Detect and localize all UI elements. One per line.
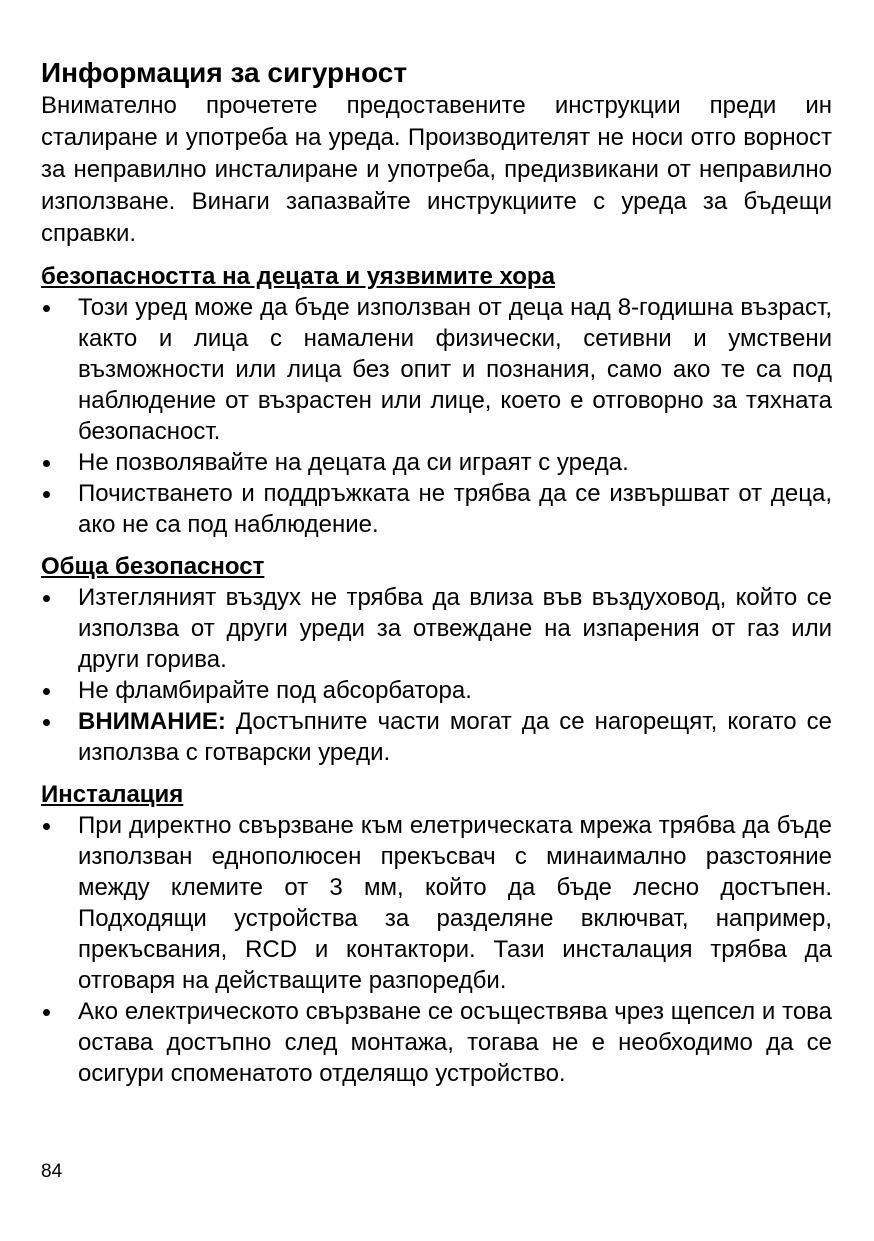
bullet-icon	[43, 491, 50, 498]
warning-text: Достъпните части могат да се нагорещят, когато се използва с готварски уреди.	[78, 708, 833, 766]
list-item	[41, 582, 832, 675]
warning-item	[41, 706, 832, 768]
list-item-text: Не позволявайте на децата да си играят с уреда.	[78, 449, 629, 476]
section-heading-installation: Инсталация	[41, 781, 184, 808]
page-title: Информация за сигурност	[41, 57, 408, 88]
list-item-text: Този уред може да бъде използван от деца над 8-годишна възраст, както и лица с намалени физически, сетивни и умствени възможности или лица без опит и познания, само ако те са под наблюдение от възрастен или лице, което е отговорно за тяхната безопасност.	[78, 294, 832, 445]
bullet-icon	[43, 719, 50, 726]
children-safety-list	[41, 292, 832, 540]
page-number: 84	[41, 1161, 63, 1182]
section-general-safety	[41, 552, 832, 768]
list-item-text: Не фламбирайте под абсорбатора.	[78, 677, 472, 704]
bullet-icon	[43, 595, 50, 602]
section-children-safety	[41, 262, 832, 540]
bullet-icon	[43, 305, 50, 312]
installation-list	[41, 810, 832, 1089]
list-item	[41, 292, 832, 447]
bullet-icon	[43, 1009, 50, 1016]
list-item	[41, 810, 832, 996]
general-safety-list	[41, 582, 832, 768]
list-item	[41, 447, 832, 478]
list-item-text: Почистването и поддръжката не трябва да се извършват от деца, ако не са под наблюдение.	[78, 480, 832, 538]
list-item-text: Ако електрическото свързване се осъществява чрез щепсел и това остава достъпно след монтажа, тогава не е необходимо да се осигури споменатото отделящо устройство.	[78, 998, 832, 1087]
section-heading-general-safety: Обща безопасност	[41, 553, 265, 580]
intro-paragraph: Внимателно прочетете предоставените инструкции преди ин сталиране и употреба на уреда. Производителят не носи отго ворност за неправилно инсталиране и употреба, предизвикани от неправилно използване. Винаги запазвайте инструкциите с уреда за бъдещи справки.	[41, 92, 832, 247]
list-item	[41, 996, 832, 1089]
section-installation	[41, 780, 832, 1089]
section-heading-children-safety: безопасността на децата и уязвимите хора	[41, 263, 555, 290]
bullet-icon	[43, 460, 50, 467]
list-item	[41, 478, 832, 540]
bullet-icon	[43, 823, 50, 830]
warning-label: ВНИМАНИЕ:	[78, 708, 226, 735]
list-item-text: При директно свързване към елетрическата мрежа трябва да бъде използван еднополюсен прекъсвач с минаимално разстояние между клемите от 3 мм, който да бъде лесно достъпен. Подходящи устройства за разделяне включват, например, прекъсвания, RCD и контактори. Тази инсталация трябва да отговаря на действащите разпоредби.	[78, 812, 832, 994]
list-item-text: Изтегляният въздух не трябва да влиза във въздуховод, който се използва от други уреди за отвеждане на изпарения от газ или други горива.	[78, 584, 832, 673]
bullet-icon	[43, 688, 50, 695]
list-item	[41, 675, 832, 706]
